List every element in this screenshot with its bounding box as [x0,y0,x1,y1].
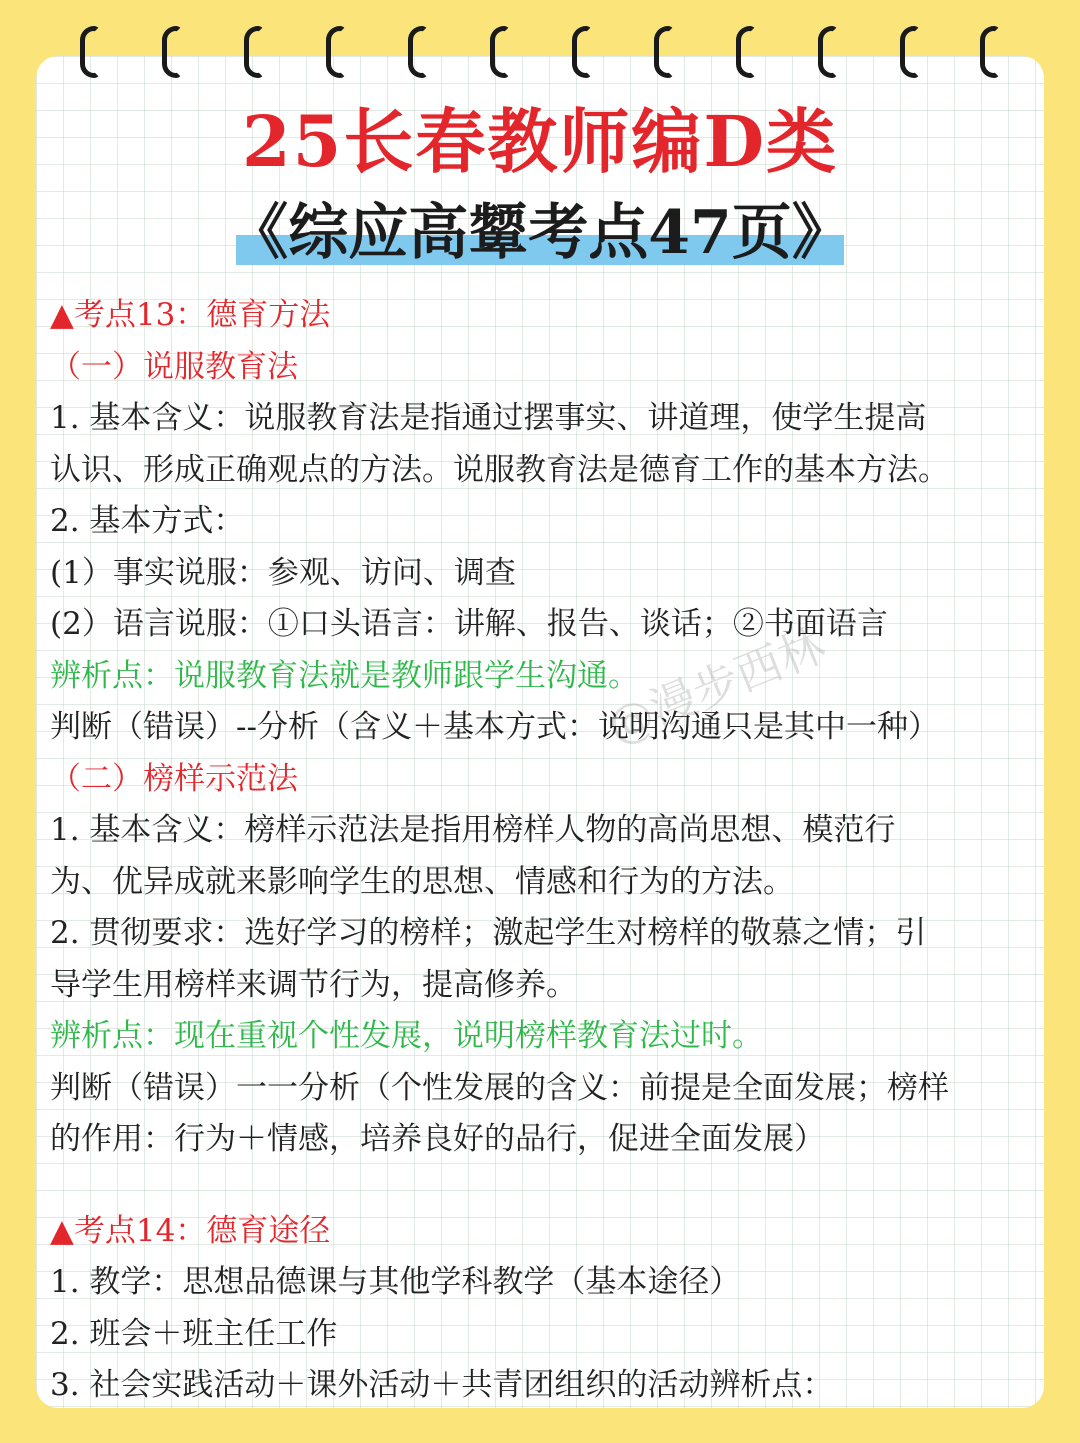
analysis-point: 辨析点：说服教育法就是教师跟学生沟通。 [50,657,639,694]
text-line: 2. 基本方式： [50,503,245,539]
text-line: (2）语言说服：①口头语言：讲解、报告、谈话；②书面语言 [50,606,888,642]
text-line: 的作用：行为＋情感，培养良好的品行，促进全面发展） [50,1121,825,1157]
text-line: 判断（错误）一一分析（个性发展的含义：前提是全面发展；榜样 [50,1069,949,1106]
text-line: 为、优异成就来影响学生的思想、情感和行为的方法。 [50,863,794,900]
text-line: 判断（错误）--分析（含义＋基本方式：说明沟通只是其中一种） [50,709,939,745]
section-heading: （一）说服教育法 [50,348,298,385]
ring-icon [326,26,346,78]
page-subtitle [228,195,852,271]
text-line: 2. 班会＋班主任工作 [50,1315,338,1352]
ring-icon [490,26,510,78]
ring-icon [736,26,756,78]
text-line: 1. 教学：思想品德课与其他学科教学（基本途径） [50,1264,741,1300]
content-body [50,290,1040,1412]
section-heading: （二）榜样示范法 [50,760,298,797]
text-line: 3. 社会实践活动＋课外活动＋共青团组织的活动辨析点： [50,1367,834,1403]
section-heading: ▲考点13：德育方法 [50,297,331,333]
watermark: @漫步西林 [599,617,833,754]
ring-icon [80,26,100,78]
text-line: 1. 基本含义：说服教育法是指通过摆事实、讲道理，使学生提高 [50,400,927,436]
ring-icon [654,26,674,78]
text-line: 认识、形成正确观点的方法。说服教育法是德育工作的基本方法。 [50,451,949,488]
ring-icon [162,26,182,78]
text-line: 1. 基本含义：榜样示范法是指用榜样人物的高尚思想、模范行 [50,812,896,848]
ring-icon [408,26,428,78]
ring-icon [980,26,1000,78]
spacer [50,1166,1040,1206]
text-line: 导学生用榜样来调节行为，提高修养。 [50,966,577,1003]
page-title: 25长春教师编D类 [241,100,839,183]
text-line: 2. 贯彻要求：选好学习的榜样；激起学生对榜样的敬慕之情；引 [50,915,927,951]
analysis-point: 辨析点：现在重视个性发展，说明榜样教育法过时。 [50,1018,763,1054]
ring-icon [900,26,920,78]
ring-icon [572,26,592,78]
ring-icon [244,26,264,78]
subtitle-text: 《综应高颦考点47页》 [228,198,852,268]
ring-icon [818,26,838,78]
section-heading: ▲考点14：德育途径 [50,1212,331,1249]
text-line: (1）事实说服：参观、访问、调查 [50,554,516,591]
spiral-binding [0,0,1080,110]
